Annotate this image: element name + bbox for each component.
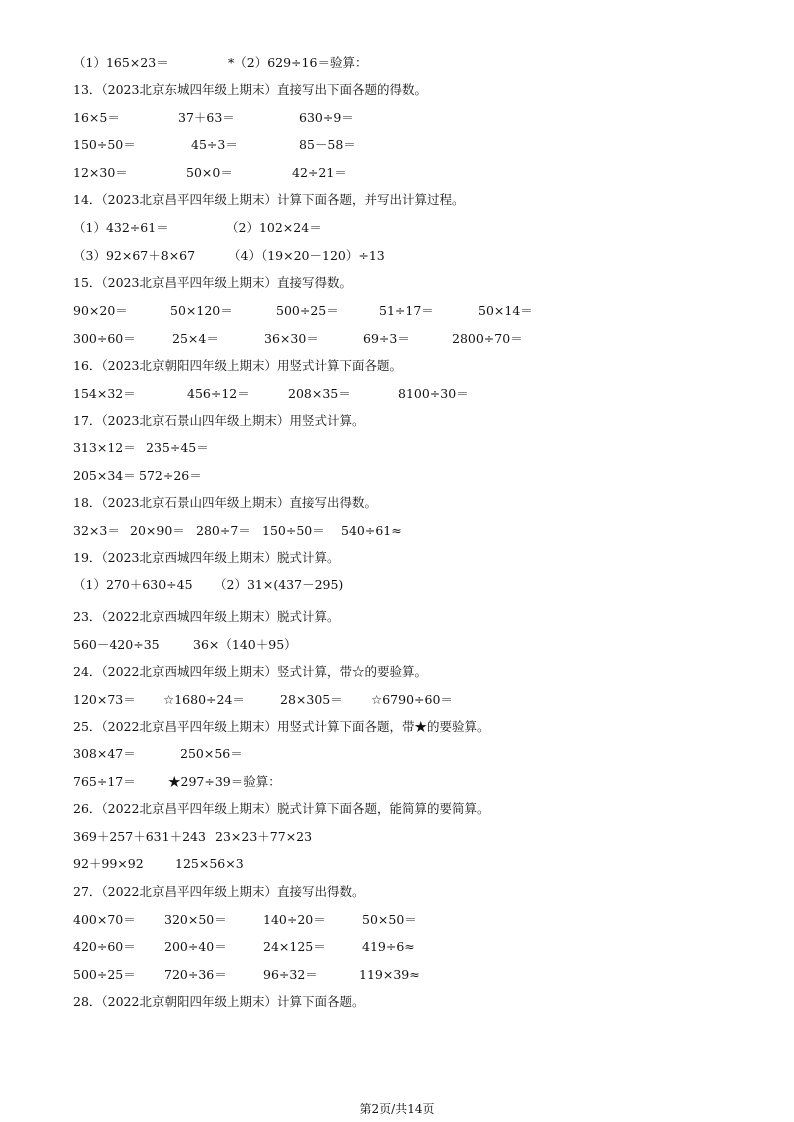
problem-row — [73, 522, 773, 540]
problem-item: 125×56×3 — [175, 856, 244, 871]
problem-item: 400×70＝ — [73, 912, 136, 927]
problem-item: 765÷17＝ — [73, 774, 136, 789]
problem-item: 16．（2023北京朝阳四年级上期末）用竖式计算下面各题。 — [73, 358, 402, 373]
question-heading — [73, 191, 773, 209]
problem-item: 42÷21＝ — [292, 165, 347, 180]
problem-item: 90×20＝ — [73, 303, 128, 318]
problem-item: 24×125＝ — [263, 939, 326, 954]
problem-item: （1）165×23＝ — [73, 55, 169, 70]
problem-row — [73, 966, 773, 984]
problem-row — [73, 745, 773, 763]
problem-item: 17．（2023北京石景山四年级上期末）用竖式计算。 — [73, 413, 365, 428]
problem-row — [73, 164, 773, 182]
problem-item: 16×5＝ — [73, 110, 120, 125]
problem-item: 26．（2022北京昌平四年级上期末）脱式计算下面各题，能简算的要简算。 — [73, 801, 490, 816]
problem-item: 419÷6≈ — [362, 939, 415, 954]
problem-item: 50×14＝ — [478, 303, 533, 318]
question-heading — [73, 663, 773, 681]
problem-item: ★297÷39＝验算： — [168, 774, 281, 789]
problem-item: 630÷9＝ — [299, 110, 354, 125]
problem-row — [73, 467, 773, 485]
problem-item: 27．（2022北京昌平四年级上期末）直接写出得数。 — [73, 884, 365, 899]
question-heading — [73, 993, 773, 1011]
problem-item: 25．（2022北京昌平四年级上期末）用竖式计算下面各题，带★的要验算。 — [73, 719, 490, 734]
problem-item: 85－58＝ — [299, 137, 356, 152]
problem-row — [73, 109, 773, 127]
problem-item: 28．（2022北京朝阳四年级上期末）计算下面各题。 — [73, 994, 365, 1009]
problem-item: 200÷40＝ — [164, 939, 227, 954]
problem-row — [73, 773, 773, 791]
problem-item: 154×32＝ — [73, 386, 136, 401]
problem-item: 50×0＝ — [186, 165, 233, 180]
problem-item: （3）92×67＋8×67 — [73, 248, 196, 263]
problem-item: 37＋63＝ — [178, 110, 235, 125]
problem-item: 720÷36＝ — [164, 967, 227, 982]
question-heading — [73, 412, 773, 430]
question-heading — [73, 494, 773, 512]
problem-item: 119×39≈ — [359, 967, 420, 982]
problem-item: 32×3＝ — [73, 523, 120, 538]
problem-row — [73, 54, 773, 72]
problem-item: 250×56＝ — [180, 746, 243, 761]
question-heading — [73, 274, 773, 292]
problem-item: 420÷60＝ — [73, 939, 136, 954]
problem-item: 20×90＝ — [130, 523, 185, 538]
problem-item: 13．（2023北京东城四年级上期末）直接写出下面各题的得数。 — [73, 82, 427, 97]
problem-item: 50×120＝ — [170, 303, 233, 318]
problem-row — [73, 302, 773, 320]
problem-item: （1）270＋630÷45 — [73, 577, 193, 592]
problem-item: 50×50＝ — [362, 912, 417, 927]
problem-row — [73, 636, 773, 654]
problem-item: 300÷60＝ — [73, 331, 136, 346]
problem-item: 36×（140＋95） — [193, 637, 297, 652]
problem-item: 369＋257＋631＋243 — [73, 829, 206, 844]
problem-row — [73, 855, 773, 873]
problem-item: 205×34＝ — [73, 468, 136, 483]
problem-item: 2800÷70＝ — [452, 331, 523, 346]
question-heading — [73, 81, 773, 99]
problem-item: 140÷20＝ — [263, 912, 326, 927]
problem-item: 208×35＝ — [288, 386, 351, 401]
question-heading — [73, 357, 773, 375]
problem-item: 572÷26＝ — [139, 468, 202, 483]
question-heading — [73, 549, 773, 567]
problem-item: 8100÷30＝ — [398, 386, 469, 401]
question-heading — [73, 718, 773, 736]
problem-item: 51÷17＝ — [379, 303, 434, 318]
question-heading — [73, 608, 773, 626]
problem-item: 92＋99×92 — [73, 856, 144, 871]
problem-item: 19．（2023北京西城四年级上期末）脱式计算。 — [73, 550, 340, 565]
problem-row — [73, 330, 773, 348]
problem-item: 36×30＝ — [264, 331, 319, 346]
problem-row — [73, 136, 773, 154]
problem-item: 24．（2022北京西城四年级上期末）竖式计算，带☆的要验算。 — [73, 664, 427, 679]
problem-item: 150÷50＝ — [73, 137, 136, 152]
problem-item: 23．（2022北京西城四年级上期末）脱式计算。 — [73, 609, 340, 624]
problem-item: 15．（2023北京昌平四年级上期末）直接写得数。 — [73, 275, 352, 290]
problem-item: 23×23＋77×23 — [215, 829, 313, 844]
problem-item: 540÷61≈ — [341, 523, 402, 538]
problem-item: （2）31×(437－295) — [214, 577, 344, 592]
problem-item: （1）432÷61＝ — [73, 220, 169, 235]
problem-item: 96÷32＝ — [263, 967, 318, 982]
page-footer: 第2页/共14页 — [359, 1102, 435, 1116]
problem-item: 120×73＝ — [73, 692, 136, 707]
problem-item: *（2）629÷16＝验算： — [228, 55, 368, 70]
problem-item: 500÷25＝ — [73, 967, 136, 982]
problem-item: 28×305＝ — [280, 692, 343, 707]
problem-row — [73, 247, 773, 265]
problem-item: 12×30＝ — [73, 165, 128, 180]
problem-row — [73, 439, 773, 457]
problem-item: （4）（19×20－120）÷13 — [228, 248, 385, 263]
problem-row — [73, 691, 773, 709]
problem-item: 235÷45＝ — [146, 440, 209, 455]
problem-item: （2）102×24＝ — [226, 220, 322, 235]
problem-item: 500÷25＝ — [276, 303, 339, 318]
problem-item: 14．（2023北京昌平四年级上期末）计算下面各题，并写出计算过程。 — [73, 192, 465, 207]
problem-row — [73, 911, 773, 929]
problem-item: 560－420÷35 — [73, 637, 160, 652]
problem-row — [73, 576, 773, 594]
problem-item: 456÷12＝ — [187, 386, 250, 401]
problem-item: ☆1680÷24＝ — [163, 692, 245, 707]
problem-row — [73, 219, 773, 237]
problem-item: 45÷3＝ — [191, 137, 238, 152]
problem-item: 308×47＝ — [73, 746, 136, 761]
problem-row — [73, 828, 773, 846]
problem-item: 18．（2023北京石景山四年级上期末）直接写出得数。 — [73, 495, 377, 510]
question-heading — [73, 800, 773, 818]
problem-item: ☆6790÷60＝ — [371, 692, 453, 707]
problem-item: 25×4＝ — [172, 331, 219, 346]
question-heading — [73, 883, 773, 901]
problem-item: 320×50＝ — [164, 912, 227, 927]
problem-item: 313×12＝ — [73, 440, 136, 455]
problem-item: 150÷50＝ — [262, 523, 325, 538]
problem-row — [73, 385, 773, 403]
problem-row — [73, 938, 773, 956]
problem-item: 69÷3＝ — [363, 331, 410, 346]
problem-item: 280÷7＝ — [196, 523, 251, 538]
